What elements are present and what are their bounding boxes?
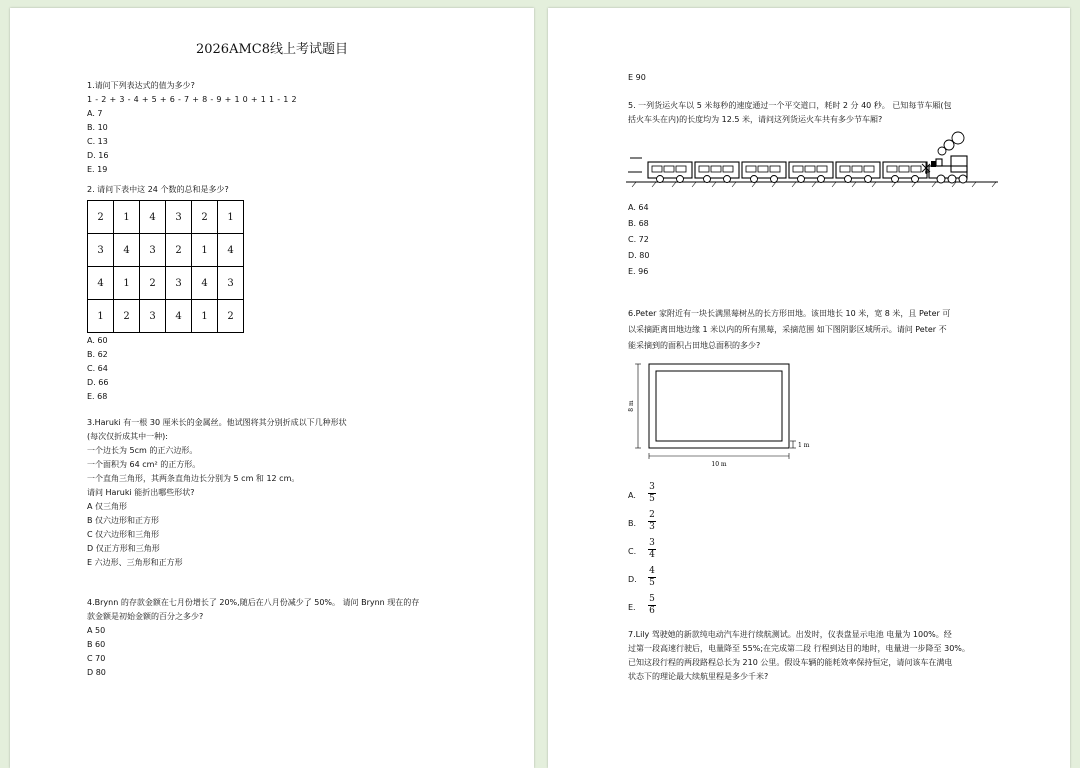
grid-cell: 2 — [88, 201, 114, 234]
q6-option-e-fraction — [648, 594, 656, 617]
grid-cell: 4 — [166, 300, 192, 333]
q1-option-a: A. 7 — [87, 109, 103, 118]
q6-option-b-letter: B. — [628, 519, 637, 528]
q2-option-d: D. 66 — [87, 378, 109, 387]
q3-option-b: B 仅六边形和正方形 — [87, 516, 160, 525]
denominator: 5 — [649, 578, 655, 588]
numerator: 4 — [649, 566, 655, 576]
field-figure — [624, 358, 824, 478]
grid-cell: 3 — [140, 234, 166, 267]
q2-option-b: B. 62 — [87, 350, 108, 359]
q6-option-c-letter: C. — [628, 547, 637, 556]
q4-option-e: E 90 — [628, 73, 646, 82]
q4-option-c: C 70 — [87, 654, 106, 663]
q4-line: 款金额是初始金额的百分之多少? — [87, 612, 204, 621]
denominator: 4 — [649, 550, 655, 560]
field-width-label: 10 m — [711, 461, 727, 468]
q5-option-b: B. 68 — [628, 219, 649, 228]
grid-cell: 2 — [166, 234, 192, 267]
q5-option-d: D. 80 — [628, 251, 650, 260]
grid-cell: 3 — [218, 267, 244, 300]
q3-line: 一个边长为 5cm 的正六边形。 — [87, 446, 198, 455]
q6-option-e-letter: E. — [628, 603, 636, 612]
q1-question: 1.请问下列表达式的值为多少? — [87, 81, 195, 90]
q3-line: 3.Haruki 有一根 30 厘米长的金属丝。他试图将其分别折成以下几种形状 — [87, 418, 347, 427]
q3-option-d: D 仅正方形和三角形 — [87, 544, 160, 553]
q3-option-c: C 仅六边形和三角形 — [87, 530, 160, 539]
numerator: 3 — [649, 482, 655, 492]
q1-option-d: D. 16 — [87, 151, 109, 160]
q1-option-b: B. 10 — [87, 123, 108, 132]
q6-line: 6.Peter 家附近有一块长满黑莓树丛的长方形田地。该田地长 10 米，宽 8 米，且 Peter 可 — [628, 309, 951, 318]
grid-cell: 3 — [140, 300, 166, 333]
q4-option-a: A 50 — [87, 626, 106, 635]
denominator: 5 — [649, 494, 655, 504]
q5-line: 5. 一列货运火车以 5 米每秒的速度通过一个平交道口，耗时 2 分 40 秒。 已知每节车厢(包 — [628, 101, 952, 110]
grid-cell: 1 — [114, 267, 140, 300]
q6-line: 以采摘距离田地边缘 1 米以内的所有黑莓，采摘范围 如下图阴影区域所示。请问 Peter 不 — [628, 325, 947, 334]
train-illustration — [626, 126, 1002, 196]
page-right — [548, 8, 1070, 768]
numerator: 2 — [649, 510, 655, 520]
q3-option-e: E 六边形、三角形和正方形 — [87, 558, 183, 567]
q2-question: 2. 请问下表中这 24 个数的总和是多少? — [87, 185, 229, 194]
grid-cell: 1 — [88, 300, 114, 333]
grid-cell: 1 — [218, 201, 244, 234]
grid-cell: 4 — [114, 234, 140, 267]
q1-expression: 1 - 2 + 3 - 4 + 5 + 6 - 7 + 8 - 9 + 1 0 + 1 1 - 1 2 — [87, 95, 297, 104]
q7-line: 过第一段高速行驶后，电量降至 55%;在完成第二段 行程到达目的地时，电量进一步降至 30%。 — [628, 644, 970, 653]
q2-number-grid — [87, 200, 244, 333]
grid-cell: 3 — [166, 267, 192, 300]
q3-line: (每次仅折成其中一种): — [87, 432, 168, 441]
grid-cell: 3 — [166, 201, 192, 234]
grid-cell: 3 — [88, 234, 114, 267]
grid-cell: 4 — [88, 267, 114, 300]
q4-option-b: B 60 — [87, 640, 106, 649]
q2-option-c: C. 64 — [87, 364, 108, 373]
q6-option-b-fraction — [648, 510, 656, 533]
grid-cell: 2 — [140, 267, 166, 300]
q4-option-d: D 80 — [87, 668, 106, 677]
q3-option-a: A 仅三角形 — [87, 502, 128, 511]
grid-cell: 2 — [218, 300, 244, 333]
grid-cell: 2 — [114, 300, 140, 333]
q6-line: 能采摘到的面积占田地总面积的多少? — [628, 341, 761, 350]
numerator: 5 — [649, 594, 655, 604]
q5-option-c: C. 72 — [628, 235, 649, 244]
q7-line: 状态下的理论最大续航里程是多少千米? — [628, 672, 769, 681]
q2-option-e: E. 68 — [87, 392, 108, 401]
grid-cell: 1 — [192, 300, 218, 333]
denominator: 3 — [649, 522, 655, 532]
q7-line: 已知这段行程的两段路程总长为 210 公里。假设车辆的能耗效率保持恒定，请问该车在满电 — [628, 658, 953, 667]
q6-option-a-fraction — [648, 482, 656, 505]
q6-option-a-letter: A. — [628, 491, 636, 500]
q4-line: 4.Brynn 的存款金额在七月份增长了 20%,随后在八月份减少了 50%。 请问 Brynn 现在的存 — [87, 598, 420, 607]
q6-option-d-fraction — [648, 566, 656, 589]
field-border-label: 1 m — [798, 442, 810, 449]
grid-cell: 1 — [114, 201, 140, 234]
q5-line: 括火车头在内)的长度均为 12.5 米，请问这列货运火车共有多少节车厢? — [628, 115, 883, 124]
q6-option-d-letter: D. — [628, 575, 637, 584]
q1-option-e: E. 19 — [87, 165, 108, 174]
field-height-label: 8 m — [628, 400, 635, 412]
grid-cell: 4 — [192, 267, 218, 300]
q3-line: 一个面积为 64 cm² 的正方形。 — [87, 460, 201, 469]
page-title: 2026AMC8线上考试题目 — [195, 42, 348, 57]
page-left — [10, 8, 534, 768]
q7-line: 7.Lily 驾驶她的新款纯电动汽车进行续航测试。出发时，仪表盘显示电池 电量为 100%。经 — [628, 630, 952, 639]
denominator: 6 — [649, 606, 655, 616]
numerator: 3 — [649, 538, 655, 548]
grid-cell: 2 — [192, 201, 218, 234]
grid-cell: 4 — [140, 201, 166, 234]
q3-line: 请问 Haruki 能折出哪些形状? — [87, 488, 195, 497]
q1-option-c: C. 13 — [87, 137, 108, 146]
q5-option-a: A. 64 — [628, 203, 649, 212]
grid-cell: 4 — [218, 234, 244, 267]
grid-cell: 1 — [192, 234, 218, 267]
q5-option-e: E. 96 — [628, 267, 649, 276]
q3-line: 一个直角三角形，其两条直角边长分别为 5 cm 和 12 cm。 — [87, 474, 300, 483]
q2-option-a: A. 60 — [87, 336, 108, 345]
q6-option-c-fraction — [648, 538, 656, 561]
